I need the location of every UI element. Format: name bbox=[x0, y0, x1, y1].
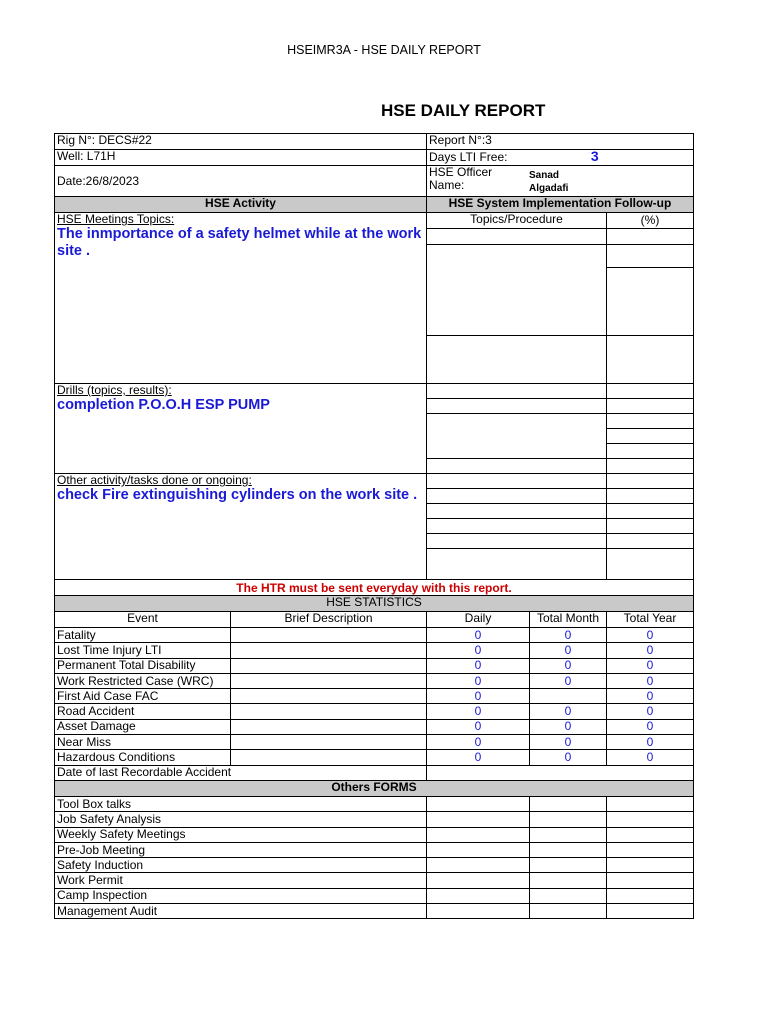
report-number: Report N°:3 bbox=[427, 134, 694, 150]
form-year bbox=[607, 796, 694, 811]
daily-count: 0 bbox=[427, 719, 530, 734]
col-event: Event bbox=[55, 612, 231, 628]
days-lti-label: Days LTI Free: bbox=[429, 150, 508, 164]
daily-count: 0 bbox=[427, 704, 530, 719]
month-count: 0 bbox=[530, 658, 607, 673]
form-row bbox=[55, 812, 694, 827]
followup-row bbox=[427, 459, 607, 474]
last-recordable-row bbox=[55, 765, 694, 780]
form-row bbox=[55, 904, 694, 919]
followup-pct bbox=[607, 534, 694, 549]
well-name: Well: L71H bbox=[55, 150, 427, 166]
form-row bbox=[55, 858, 694, 873]
year-count: 0 bbox=[607, 750, 694, 765]
statistics-row bbox=[55, 658, 694, 673]
statistics-row bbox=[55, 750, 694, 765]
form-name: Tool Box talks bbox=[55, 796, 427, 811]
event-name: Work Restricted Case (WRC) bbox=[55, 673, 231, 688]
hse-officer bbox=[427, 166, 694, 197]
daily-count: 0 bbox=[427, 750, 530, 765]
col-brief-description: Brief Description bbox=[231, 612, 427, 628]
report-table bbox=[54, 133, 694, 919]
followup-row bbox=[427, 414, 607, 459]
followup-row bbox=[427, 399, 607, 414]
year-count: 0 bbox=[607, 643, 694, 658]
htr-note: The HTR must be sent everyday with this report. bbox=[55, 580, 694, 596]
form-year bbox=[607, 842, 694, 857]
followup-pct bbox=[607, 549, 694, 580]
form-name: Management Audit bbox=[55, 904, 427, 919]
brief-description bbox=[231, 704, 427, 719]
statistics-row bbox=[55, 643, 694, 658]
form-row bbox=[55, 842, 694, 857]
rig-number: Rig N°: DECS#22 bbox=[55, 134, 427, 150]
officer-last-name: Algadafi bbox=[529, 183, 569, 194]
page-header: HSEIMR3A - HSE DAILY REPORT bbox=[287, 43, 481, 57]
form-year bbox=[607, 888, 694, 903]
followup-row bbox=[427, 504, 607, 519]
form-daily bbox=[427, 827, 530, 842]
brief-description bbox=[231, 673, 427, 688]
form-daily bbox=[427, 812, 530, 827]
form-name: Pre-Job Meeting bbox=[55, 842, 427, 857]
officer-label-2: Name: bbox=[429, 178, 465, 192]
last-recordable-value bbox=[427, 765, 694, 780]
form-month bbox=[530, 842, 607, 857]
form-name: Weekly Safety Meetings bbox=[55, 827, 427, 842]
officer-label-1: HSE Officer bbox=[429, 165, 493, 179]
followup-row bbox=[427, 519, 607, 534]
event-name: Permanent Total Disability bbox=[55, 658, 231, 673]
followup-row bbox=[427, 384, 607, 399]
form-daily bbox=[427, 858, 530, 873]
brief-description bbox=[231, 735, 427, 750]
officer-first-name: Sanad bbox=[529, 170, 560, 181]
followup-pct bbox=[607, 519, 694, 534]
followup-pct bbox=[607, 336, 694, 384]
event-name: Lost Time Injury LTI bbox=[55, 643, 231, 658]
days-lti-value: 3 bbox=[590, 149, 599, 164]
col-daily: Daily bbox=[427, 612, 530, 628]
brief-description bbox=[231, 750, 427, 765]
drills-text: completion P.O.O.H ESP PUMP bbox=[57, 397, 270, 413]
form-month bbox=[530, 873, 607, 888]
form-month bbox=[530, 904, 607, 919]
event-name: Hazardous Conditions bbox=[55, 750, 231, 765]
month-count: 0 bbox=[530, 704, 607, 719]
followup-pct bbox=[607, 245, 694, 268]
form-year bbox=[607, 858, 694, 873]
statistics-row bbox=[55, 735, 694, 750]
month-count: 0 bbox=[530, 735, 607, 750]
topics-procedure-header: Topics/Procedure bbox=[427, 213, 607, 229]
form-daily bbox=[427, 873, 530, 888]
percent-header: (%) bbox=[607, 213, 694, 229]
year-count: 0 bbox=[607, 704, 694, 719]
statistics-row bbox=[55, 628, 694, 643]
form-row bbox=[55, 827, 694, 842]
forms-header-row bbox=[55, 780, 694, 796]
form-name: Job Safety Analysis bbox=[55, 812, 427, 827]
event-name: Near Miss bbox=[55, 735, 231, 750]
meetings-text: The inmportance of a safety helmet while at the work site . bbox=[57, 226, 422, 259]
form-daily bbox=[427, 796, 530, 811]
month-count: 0 bbox=[530, 673, 607, 688]
other-activity-text: check Fire extinguishing cylinders on the work site . bbox=[57, 487, 418, 503]
month-count: 0 bbox=[530, 719, 607, 734]
followup-pct bbox=[607, 229, 694, 245]
form-row bbox=[55, 888, 694, 903]
form-month bbox=[530, 827, 607, 842]
month-count bbox=[530, 689, 607, 704]
form-name: Work Permit bbox=[55, 873, 427, 888]
followup-pct bbox=[607, 268, 694, 336]
brief-description bbox=[231, 628, 427, 643]
month-count: 0 bbox=[530, 628, 607, 643]
followup-header: HSE System Implementation Follow-up bbox=[427, 197, 694, 213]
last-recordable-label: Date of last Recordable Accident bbox=[55, 765, 427, 780]
followup-pct bbox=[607, 384, 694, 399]
form-month bbox=[530, 858, 607, 873]
brief-description bbox=[231, 719, 427, 734]
followup-pct bbox=[607, 459, 694, 474]
days-lti-free bbox=[427, 150, 694, 166]
followup-row bbox=[427, 336, 607, 384]
month-count: 0 bbox=[530, 750, 607, 765]
others-forms-header: Others FORMS bbox=[55, 780, 694, 796]
year-count: 0 bbox=[607, 735, 694, 750]
followup-row bbox=[427, 229, 607, 245]
followup-pct bbox=[607, 399, 694, 414]
year-count: 0 bbox=[607, 673, 694, 688]
form-month bbox=[530, 796, 607, 811]
drills-label: Drills (topics, results): bbox=[57, 383, 172, 397]
followup-pct bbox=[607, 474, 694, 489]
statistics-row bbox=[55, 673, 694, 688]
year-count: 0 bbox=[607, 628, 694, 643]
form-year bbox=[607, 827, 694, 842]
daily-count: 0 bbox=[427, 643, 530, 658]
other-activity-cell bbox=[55, 474, 427, 580]
form-month bbox=[530, 812, 607, 827]
followup-pct bbox=[607, 504, 694, 519]
followup-pct bbox=[607, 429, 694, 444]
daily-count: 0 bbox=[427, 628, 530, 643]
brief-description bbox=[231, 658, 427, 673]
daily-count: 0 bbox=[427, 689, 530, 704]
daily-count: 0 bbox=[427, 673, 530, 688]
report-date: Date:26/8/2023 bbox=[55, 166, 427, 197]
year-count: 0 bbox=[607, 719, 694, 734]
form-year bbox=[607, 812, 694, 827]
other-activity-label: Other activity/tasks done or ongoing: bbox=[57, 473, 252, 487]
year-count: 0 bbox=[607, 689, 694, 704]
brief-description bbox=[231, 689, 427, 704]
followup-pct bbox=[607, 444, 694, 459]
event-name: First Aid Case FAC bbox=[55, 689, 231, 704]
statistics-header: HSE STATISTICS bbox=[55, 596, 694, 612]
form-month bbox=[530, 888, 607, 903]
daily-count: 0 bbox=[427, 735, 530, 750]
col-total-year: Total Year bbox=[607, 612, 694, 628]
form-daily bbox=[427, 888, 530, 903]
event-name: Road Accident bbox=[55, 704, 231, 719]
followup-row bbox=[427, 534, 607, 549]
followup-row bbox=[427, 549, 607, 580]
form-daily bbox=[427, 842, 530, 857]
col-total-month: Total Month bbox=[530, 612, 607, 628]
form-daily bbox=[427, 904, 530, 919]
followup-pct bbox=[607, 414, 694, 429]
hse-activity-header: HSE Activity bbox=[55, 197, 427, 213]
followup-pct bbox=[607, 489, 694, 504]
brief-description bbox=[231, 643, 427, 658]
form-row bbox=[55, 873, 694, 888]
statistics-row bbox=[55, 719, 694, 734]
drills-cell bbox=[55, 384, 427, 474]
meetings-cell bbox=[55, 213, 427, 384]
followup-row bbox=[427, 489, 607, 504]
year-count: 0 bbox=[607, 658, 694, 673]
event-name: Fatality bbox=[55, 628, 231, 643]
followup-row bbox=[427, 474, 607, 489]
form-year bbox=[607, 904, 694, 919]
followup-row bbox=[427, 245, 607, 336]
statistics-row bbox=[55, 689, 694, 704]
event-name: Asset Damage bbox=[55, 719, 231, 734]
daily-count: 0 bbox=[427, 658, 530, 673]
form-year bbox=[607, 873, 694, 888]
report-title: HSE DAILY REPORT bbox=[381, 101, 546, 120]
statistics-row bbox=[55, 704, 694, 719]
form-name: Camp Inspection bbox=[55, 888, 427, 903]
form-row bbox=[55, 796, 694, 811]
form-name: Safety Induction bbox=[55, 858, 427, 873]
month-count: 0 bbox=[530, 643, 607, 658]
meetings-label: HSE Meetings Topics: bbox=[57, 212, 175, 226]
